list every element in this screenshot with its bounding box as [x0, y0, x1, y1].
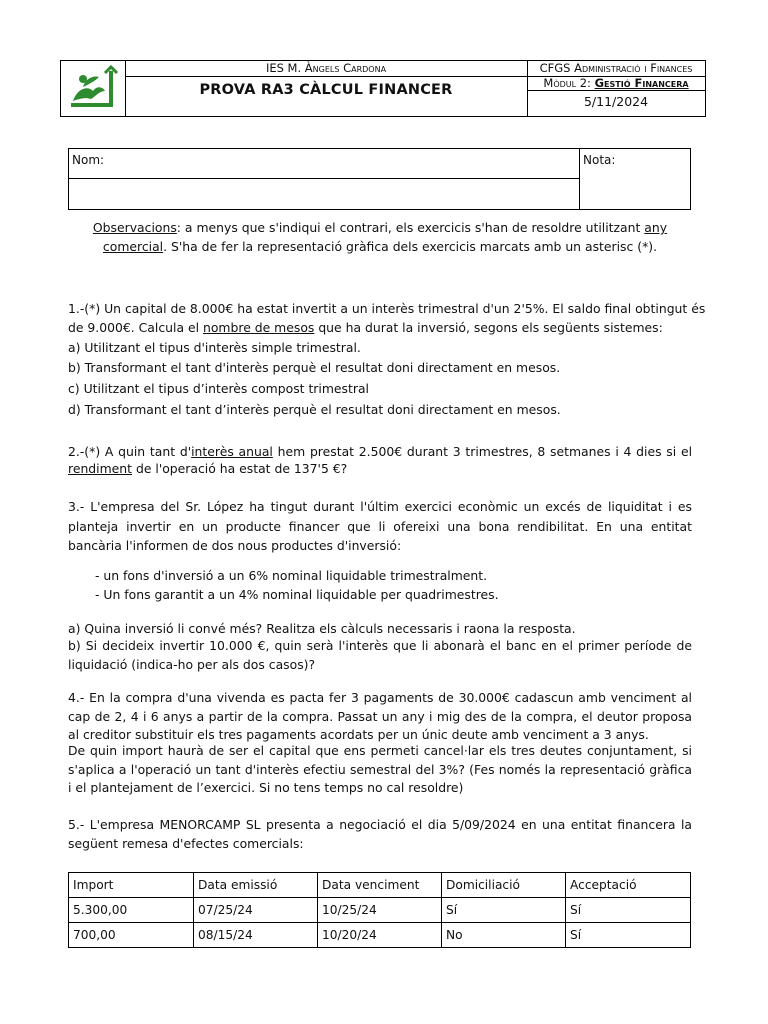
table-cell: 08/15/24: [194, 923, 318, 948]
ex4-question: De quin import haurà de ser el capital que ens permeti cancel·lar els tres deutes conjuntament, si s'aplica a l'operació un tant d'interès efectiu semestral del 3%? (Fes només la representació gràfica i el plantejament de l’exercici. Si no tens temps no cal resoldre): [68, 743, 692, 795]
observations: Observacions: a menys que s'indiqui el contrari, els exercicis s'han de resoldre utilitzant any comercial. S'ha de fer la representació gràfica dels exercicis marcats amb un asterisc (*).: [92, 220, 668, 254]
module-name: Mòdul 2: Gestió Financera: [527, 77, 705, 91]
table-header: Data venciment: [318, 873, 442, 898]
school-name: IES M. Àngels Cardona: [125, 61, 527, 77]
student-info-box: [68, 148, 691, 210]
ex1-item-d: d) Transformant el tant d’interès perquè el resultat doni directament en mesos.: [68, 402, 561, 417]
exam-date: 5/11/2024: [583, 94, 649, 109]
ex5-text: 5.- L'empresa MENORCAMP SL presenta a negociació el dia 5/09/2024 en una entitat financera la següent remesa d'efectes comercials:: [68, 817, 692, 851]
ex2-line2: rendiment de l'operació ha estat de 137'5 €?: [68, 461, 348, 476]
ex1-item-a: a) Utilitzant el tipus d'interès simple trimestral.: [68, 340, 361, 355]
bills-table: [68, 872, 691, 948]
table-header-row: [69, 873, 691, 898]
grade-label: Nota:: [583, 153, 616, 167]
ex3-intro: 3.- L'empresa del Sr. López ha tingut durant l'últim exercici econòmic un excés de liquiditat i es planteja invertir en un producte financer que li ofereixi una bona rendibilitat. En una entitat bancària l'informen de dos nous productes d'inversió:: [68, 499, 692, 553]
name-field-blank[interactable]: [69, 179, 580, 209]
table-cell: 07/25/24: [194, 898, 318, 923]
ex1-line2: de 9.000€. Calcula el nombre de mesos que ha durat la inversió, segons els següents sistemes:: [68, 320, 663, 335]
table-cell: 5.300,00: [69, 898, 194, 923]
table-row: [69, 923, 691, 948]
ex1-item-c: c) Utilitzant el tipus d’interès compost trimestral: [68, 381, 369, 396]
table-cell: No: [442, 923, 566, 948]
ex2-line1: 2.-(*) A quin tant d'interès anual hem prestat 2.500€ durant 3 trimestres, 8 setmanes i 4 dies si el: [68, 444, 693, 459]
table-cell: Sí: [442, 898, 566, 923]
table-header: Domiciliació: [442, 873, 566, 898]
table-header: Data emissió: [194, 873, 318, 898]
table-cell: 10/25/24: [318, 898, 442, 923]
table-header: Acceptació: [566, 873, 691, 898]
ex4-text: 4.- En la compra d'una vivenda es pacta fer 3 pagaments de 30.000€ cadascun amb venciment al cap de 2, 4 i 6 anys a partir de la compra. Passat un any i mig des de la compra, el deutor proposa al creditor substituir els tres pagaments acordats per un únic deute amb venciment a 3 anys.: [68, 690, 692, 742]
ex3-question-b: b) Si decideix invertir 10.000 €, quin serà l'interès que li abonarà el banc en el primer període de liquidació (indica-ho per als dos casos)?: [68, 638, 692, 672]
table-header: Import: [69, 873, 194, 898]
leaf-logo-icon: [61, 61, 123, 116]
ex3-option-2: - Un fons garantit a un 4% nominal liquidable per quadrimestres.: [95, 587, 499, 602]
grade-field[interactable]: [580, 149, 690, 171]
ex1-item-b: b) Transformant el tant d'interès perquè el resultat doni directament en mesos.: [68, 360, 561, 375]
exam-title: PROVA RA3 CÀLCUL FINANCER: [199, 82, 453, 98]
course-name: CFGS Administració i Finances: [527, 61, 705, 77]
table-cell: Sí: [566, 898, 691, 923]
school-logo: [61, 61, 126, 116]
table-row: [69, 898, 691, 923]
table-cell: Sí: [566, 923, 691, 948]
table-cell: 700,00: [69, 923, 194, 948]
ex3-option-1: - un fons d'inversió a un 6% nominal liquidable trimestralment.: [95, 568, 488, 583]
table-cell: 10/20/24: [318, 923, 442, 948]
ex3-question-a: a) Quina inversió li convé més? Realitza els càlculs necessaris i raona la resposta.: [68, 621, 576, 636]
ex1-line1: 1.-(*) Un capital de 8.000€ ha estat invertit a un interès trimestral d'un 2'5%. El saldo final obtingut és: [68, 301, 706, 316]
name-field[interactable]: [69, 149, 580, 179]
name-label: Nom:: [72, 153, 105, 167]
exam-header: [60, 60, 706, 117]
